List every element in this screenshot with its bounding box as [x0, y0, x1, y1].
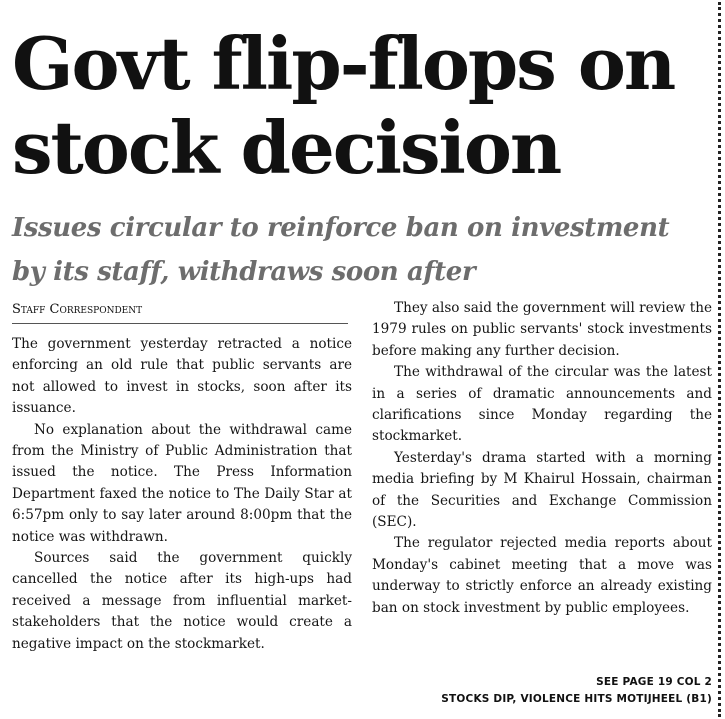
headline [12, 22, 712, 190]
headline-line-1: Govt flip-flops on [12, 21, 675, 106]
subheadline-line-1: Issues circular to reinforce ban on investment [12, 213, 670, 243]
article-column-1 [12, 334, 352, 655]
subheadline [12, 206, 712, 294]
dotted-cut-line [718, 2, 721, 717]
paragraph: The withdrawal of the circular was the latest in a series of dramatic announcements and clarifications since Monday regarding the stockmarket. [372, 364, 712, 445]
paragraph: Yesterday's drama started with a morning media briefing by M Khairul Hossain, chairman of the Securities and Exchange Commission (SEC). [372, 449, 712, 531]
continued-on-page-link: SEE PAGE 19 COL 2 [596, 676, 712, 688]
subheadline-line-2: by its staff, withdraws soon after [12, 257, 476, 287]
byline: Staff Correspondent [12, 300, 348, 324]
related-story-reference: STOCKS DIP, VIOLENCE HITS MOTIJHEEL (B1) [441, 693, 712, 705]
paragraph: They also said the government will review the 1979 rules on public servants' stock investments before making any further decision. [372, 300, 713, 359]
paragraph: The government yesterday retracted a notice enforcing an old rule that public servants are not allowed to invest in stocks, soon after its issuance. [12, 336, 352, 417]
headline-line-2: stock decision [12, 105, 561, 190]
paragraph: Sources said the government quickly cancelled the notice after its high-ups had received a message from influential market-stakeholders that the notice would create a negative impact on the stockmarket. [12, 550, 352, 652]
article-column-2 [372, 298, 712, 619]
paragraph: The regulator rejected media reports about Monday's cabinet meeting that a move was underway to strictly enforce an already existing ban on stock investment by public employees. [372, 535, 712, 616]
paragraph: No explanation about the withdrawal came from the Ministry of Public Administration that issued the notice. The Press Information Department faxed the notice to The Daily Star at 6:57pm only to say later around 8:00pm that the notice was withdrawn. [12, 421, 352, 545]
